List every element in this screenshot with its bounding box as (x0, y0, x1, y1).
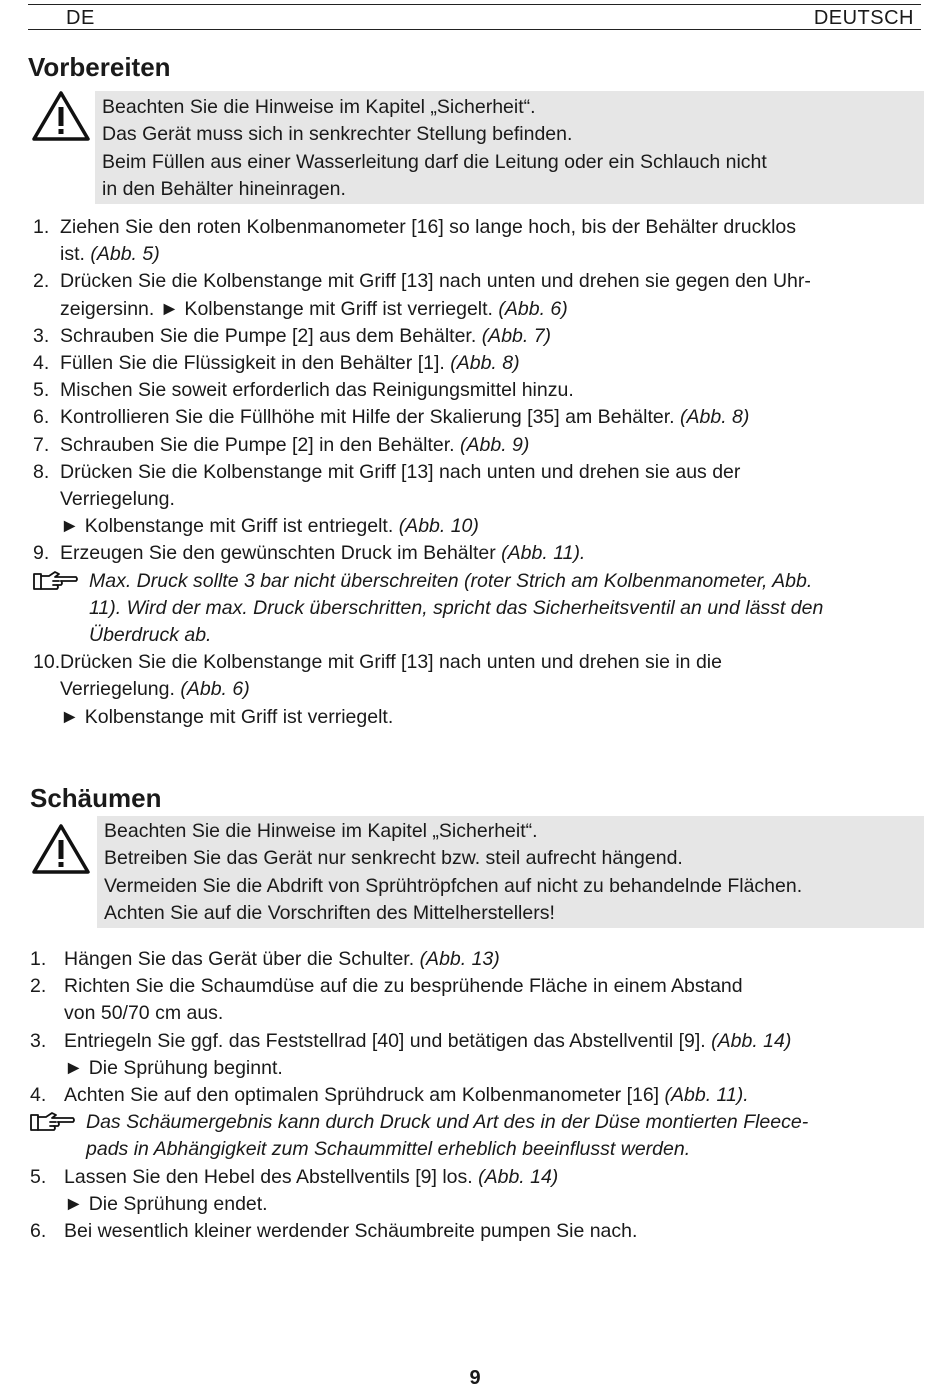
steps-list-vorbereiten (33, 214, 923, 731)
note-text: Überdruck ab. (89, 624, 212, 647)
page-number: 9 (469, 1367, 481, 1389)
step-item (30, 946, 920, 973)
step-text: Verriegelung. (Abb. 6) (60, 678, 250, 701)
figure-reference: (Abb. 11). (501, 542, 586, 565)
step-text: Drücken Sie die Kolbenstange mit Griff [13] nach unten und drehen sie gegen den Uhr- (60, 270, 811, 293)
step-text: zeigersinn. ► Kolbenstange mit Griff ist verriegelt. (Abb. 6) (60, 297, 568, 320)
step-number: 2. (30, 975, 47, 998)
step-number: 4. (30, 1084, 47, 1107)
step-item (33, 350, 923, 377)
step-number: 10. (33, 651, 61, 674)
step-number: 5. (30, 1165, 47, 1188)
warning-line: Betreiben Sie das Gerät nur senkrecht bzw. steil aufrecht hängend. (104, 847, 683, 870)
step-text: ist. (Abb. 5) (60, 243, 160, 266)
note-text: 11). Wird der max. Druck überschritten, spricht das Sicherheitsventil an und lässt den (89, 596, 824, 619)
step-number: 2. (33, 270, 50, 293)
note-tip (30, 1109, 920, 1163)
step-number: 3. (30, 1029, 47, 1052)
warning-line: Achten Sie auf die Vorschriften des Mittelherstellers! (104, 901, 555, 924)
step-number: 6. (33, 406, 50, 429)
step-item (30, 1082, 920, 1109)
step-text: ► Kolbenstange mit Griff ist verriegelt. (60, 705, 394, 728)
step-text: Schrauben Sie die Pumpe [2] aus dem Behälter. (Abb. 7) (60, 324, 552, 347)
language-code: DE (66, 7, 95, 29)
figure-reference: (Abb. 9) (460, 433, 530, 456)
warning-triangle-icon (31, 90, 91, 142)
figure-reference: (Abb. 8) (450, 352, 520, 375)
step-number: 3. (33, 324, 50, 347)
step-item (33, 377, 923, 404)
step-text: ► Die Sprühung endet. (64, 1192, 268, 1215)
step-item (30, 973, 920, 1027)
language-name: DEUTSCH (813, 7, 914, 29)
section-title-schaeumen: Schäumen (30, 783, 162, 813)
step-text: Hängen Sie das Gerät über die Schulter. (Abb. 13) (64, 948, 500, 970)
step-item (33, 540, 923, 567)
warning-box-schaeumen (97, 816, 924, 928)
step-text: Drücken Sie die Kolbenstange mit Griff [13] nach unten und drehen sie aus der (60, 460, 741, 483)
step-number: 5. (33, 379, 50, 402)
warning-line: Das Gerät muss sich in senkrechter Stellung befinden. (102, 123, 573, 146)
figure-reference: (Abb. 13) (419, 948, 500, 970)
figure-reference: (Abb. 14) (711, 1029, 792, 1052)
step-text: ► Die Sprühung beginnt. (64, 1056, 283, 1079)
step-item (30, 1218, 920, 1245)
step-text: Erzeugen Sie den gewünschten Druck im Behälter (Abb. 11). (60, 542, 586, 565)
step-number: 8. (33, 460, 50, 483)
step-number: 4. (33, 352, 50, 375)
step-text: Schrauben Sie die Pumpe [2] in den Behälter. (Abb. 9) (60, 433, 530, 456)
step-text: Mischen Sie soweit erforderlich das Reinigungsmittel hinzu. (60, 379, 574, 402)
step-item (30, 1164, 920, 1218)
note-text: pads in Abhängigkeit zum Schaummittel erheblich beeinflusst werden. (86, 1138, 691, 1161)
step-text: Richten Sie die Schaumdüse auf die zu besprühende Fläche in einem Abstand (64, 975, 743, 998)
step-number: 7. (33, 433, 50, 456)
step-text: Bei wesentlich kleiner werdender Schäumbreite pumpen Sie nach. (64, 1220, 638, 1243)
step-text: Verriegelung. (60, 488, 175, 511)
note-text: Max. Druck sollte 3 bar nicht überschreiten (roter Strich am Kolbenmanometer, Abb. (89, 569, 813, 592)
figure-reference: (Abb. 5) (90, 243, 160, 266)
step-text: Füllen Sie die Flüssigkeit in den Behälter [1]. (Abb. 8) (60, 352, 520, 375)
figure-reference: (Abb. 10) (398, 515, 479, 538)
step-text: Entriegeln Sie ggf. das Feststellrad [40] und betätigen das Abstellventil [9]. (Abb. 14) (64, 1029, 792, 1052)
step-item (33, 268, 923, 322)
section-title-vorbereiten: Vorbereiten (28, 52, 171, 82)
step-item (33, 323, 923, 350)
pointing-hand-icon (30, 1111, 76, 1133)
step-item (33, 432, 923, 459)
figure-reference: (Abb. 14) (478, 1165, 559, 1188)
figure-reference: (Abb. 11). (664, 1084, 749, 1107)
step-text: Kontrollieren Sie die Füllhöhe mit Hilfe der Skalierung [35] am Behälter. (Abb. 8) (60, 406, 750, 429)
step-text: Ziehen Sie den roten Kolbenmanometer [16] so lange hoch, bis der Behälter drucklos (60, 216, 797, 238)
warning-line: Beachten Sie die Hinweise im Kapitel „Sicherheit“. (102, 96, 536, 118)
warning-triangle-icon (31, 823, 91, 875)
step-item (33, 404, 923, 431)
step-number: 1. (33, 216, 50, 238)
warning-line: Beachten Sie die Hinweise im Kapitel „Sicherheit“. (104, 820, 538, 842)
step-item (33, 649, 923, 731)
step-number: 1. (30, 948, 47, 970)
step-text: ► Kolbenstange mit Griff ist entriegelt. (Abb. 10) (60, 515, 479, 538)
step-item (33, 459, 923, 541)
step-text: von 50/70 cm aus. (64, 1002, 224, 1025)
steps-list-schaeumen (30, 946, 920, 1245)
note-tip (33, 568, 923, 650)
page-header (28, 4, 921, 30)
warning-box-vorbereiten (95, 91, 924, 204)
step-item (30, 1028, 920, 1082)
step-text: Achten Sie auf den optimalen Sprühdruck am Kolbenmanometer [16] (Abb. 11). (64, 1084, 749, 1107)
figure-reference: (Abb. 6) (498, 297, 568, 320)
note-text: Das Schäumergebnis kann durch Druck und Art des in der Düse montierten Fleece- (86, 1111, 809, 1134)
step-item (33, 214, 923, 268)
step-text: Drücken Sie die Kolbenstange mit Griff [13] nach unten und drehen sie in die (60, 651, 722, 674)
step-number: 6. (30, 1220, 47, 1243)
figure-reference: (Abb. 6) (180, 678, 250, 701)
figure-reference: (Abb. 7) (481, 324, 552, 347)
warning-line: Vermeiden Sie die Abdrift von Sprühtröpfchen auf nicht zu behandelnde Flächen. (104, 874, 803, 897)
step-number: 9. (33, 542, 50, 565)
pointing-hand-icon (33, 570, 79, 592)
figure-reference: (Abb. 8) (680, 406, 750, 429)
warning-line: Beim Füllen aus einer Wasserleitung darf die Leitung oder ein Schlauch nicht (102, 150, 767, 173)
step-text: Lassen Sie den Hebel des Abstellventils [9] los. (Abb. 14) (64, 1165, 559, 1188)
warning-line: in den Behälter hineinragen. (102, 177, 346, 200)
